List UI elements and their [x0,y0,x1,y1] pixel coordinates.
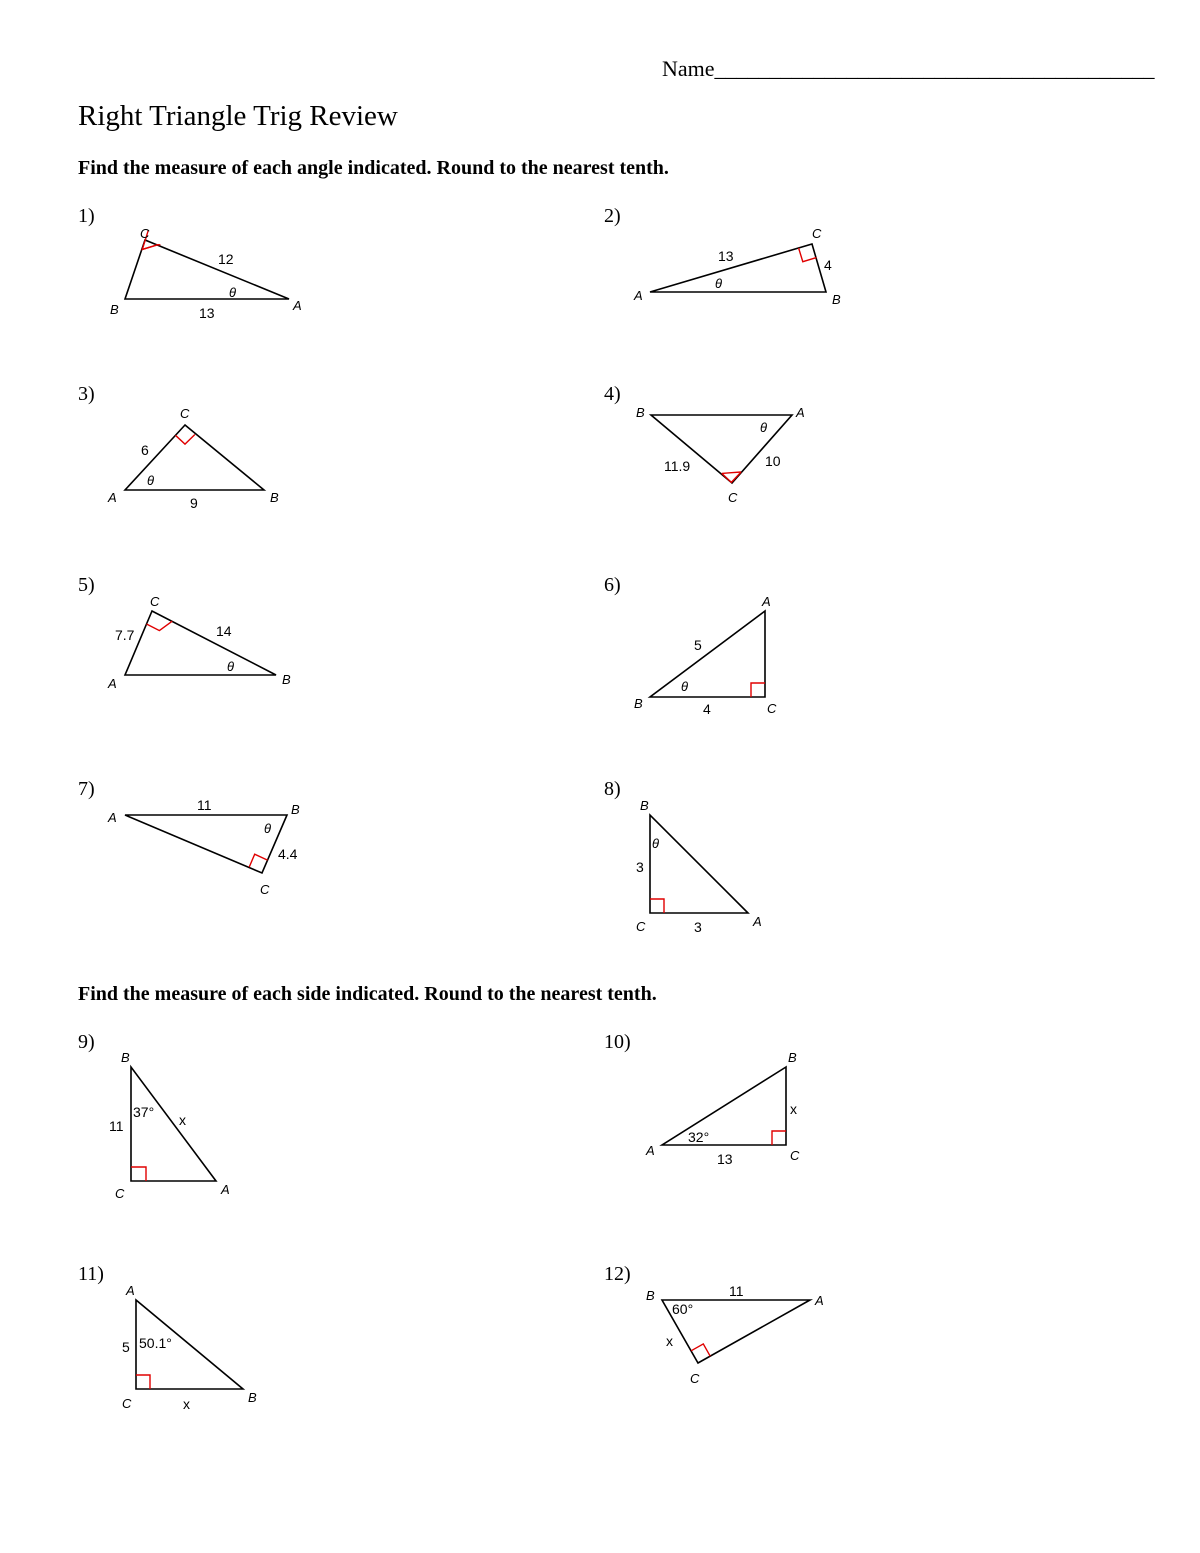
vertex-label: B [832,292,841,307]
side-label: 14 [216,623,232,639]
triangle-7 [107,797,300,897]
side-label: 3 [636,859,644,875]
vertex-label: C [260,882,270,897]
vertex-label: A [634,288,643,303]
angle-label: θ [681,679,689,694]
angle-label: θ [264,821,272,836]
triangle-edges [125,611,276,675]
side-label: 11 [109,1118,124,1134]
vertex-label: A [762,594,771,609]
vertex-label: A [126,1283,135,1298]
vertex-label: A [753,914,762,929]
triangle-9 [109,1050,230,1201]
vertex-label: A [646,1143,655,1158]
right-angle-marker [131,1167,146,1181]
vertex-label: B [646,1288,655,1303]
problem-number: 1) [78,205,95,227]
side-label: 9 [190,495,198,511]
vertex-label: C [790,1148,800,1163]
side-label: x [179,1112,186,1128]
vertex-label: C [812,226,822,241]
triangle-1 [110,226,302,321]
problem-number: 11) [78,1263,104,1285]
side-label: 11 [729,1283,744,1299]
vertex-label: C [767,701,777,716]
angle-label: θ [227,659,235,674]
side-label: 4 [824,257,832,273]
side-label: 10 [765,453,781,469]
name-blank: ________________________________________ [714,56,1155,81]
triangle-4 [636,405,805,505]
page-title: Right Triangle Trig Review [78,100,398,132]
triangle-edges [125,240,289,299]
triangle-edges [650,611,765,697]
angle-label: θ [147,473,155,488]
right-angle-marker [722,472,741,473]
side-label: 11 [197,797,212,813]
vertex-label: B [282,672,291,687]
right-angle-marker [751,683,765,697]
angle-label: θ [715,276,723,291]
right-angle-marker [136,1375,150,1389]
triangle-6 [634,594,777,717]
angle-label: θ [229,285,237,300]
problem-number: 12) [604,1263,631,1285]
side-label: 5 [694,637,702,653]
vertex-label: A [293,298,302,313]
name-label: Name [662,56,715,81]
triangle-2 [633,226,841,307]
side-label: 13 [717,1151,733,1167]
right-angle-marker [176,435,195,445]
problem-number: 6) [604,574,621,596]
triangle-12 [646,1283,824,1386]
problem-number: 8) [604,778,621,800]
vertex-label: B [121,1050,130,1065]
right-angle-marker [772,1131,786,1145]
vertex-label: A [815,1293,824,1308]
triangle-edges [131,1067,216,1181]
triangle-edges [125,815,287,873]
angle-label: 60° [672,1301,694,1317]
problem-number: 5) [78,574,95,596]
vertex-label: B [270,490,279,505]
vertex-label: B [291,802,300,817]
vertex-label: C [636,919,646,934]
angle-label: θ [760,420,768,435]
vertex-label: B [634,696,643,711]
problem-number: 4) [604,383,621,405]
vertex-label: B [788,1050,797,1065]
vertex-label: C [180,406,190,421]
side-label: 6 [141,442,149,458]
side-label: x [790,1101,797,1117]
side-label: 3 [694,919,702,935]
problem-number: 7) [78,778,95,800]
side-label: 11.9 [664,458,691,474]
triangle-3 [107,406,279,511]
problem-number: 2) [604,205,621,227]
vertex-label: C [150,594,160,609]
side-label: 4 [703,701,711,717]
vertex-label: A [108,810,117,825]
right-angle-marker [142,245,158,250]
vertex-label: C [140,226,150,241]
side-label: x [666,1333,673,1349]
triangle-10 [645,1050,800,1167]
side-label: 13 [718,248,734,264]
angle-label: 32° [688,1129,710,1145]
vertex-label: A [796,405,805,420]
vertex-label: B [640,798,649,813]
side-label: x [183,1396,190,1412]
side-label: 7.7 [115,627,135,643]
problem-number: 10) [604,1031,631,1053]
triangle-5 [107,594,291,691]
right-angle-marker [650,899,664,913]
vertex-label: C [728,490,738,505]
vertex-label: C [690,1371,700,1386]
angle-label: 50.1° [139,1335,172,1351]
vertex-label: B [636,405,645,420]
side-label: 5 [122,1339,130,1355]
vertex-label: C [115,1186,125,1201]
triangle-11 [122,1283,257,1412]
side-label: 12 [218,251,234,267]
side-label: 4.4 [278,846,298,862]
triangle-8 [636,798,762,935]
side-label: 13 [199,305,215,321]
problem-number: 3) [78,383,95,405]
problem-number: 9) [78,1031,95,1053]
vertex-label: A [108,676,117,691]
right-angle-marker [147,621,173,630]
vertex-label: A [108,490,117,505]
vertex-label: B [248,1390,257,1405]
instruction-sides: Find the measure of each side indicated. Round to the nearest tenth. [78,983,657,1005]
vertex-label: C [122,1396,132,1411]
instruction-angles: Find the measure of each angle indicated. Round to the nearest tenth. [78,157,669,179]
vertex-label: A [221,1182,230,1197]
angle-label: θ [652,836,660,851]
triangle-edges [662,1067,786,1145]
angle-label: 37° [133,1104,155,1120]
vertex-label: B [110,302,119,317]
